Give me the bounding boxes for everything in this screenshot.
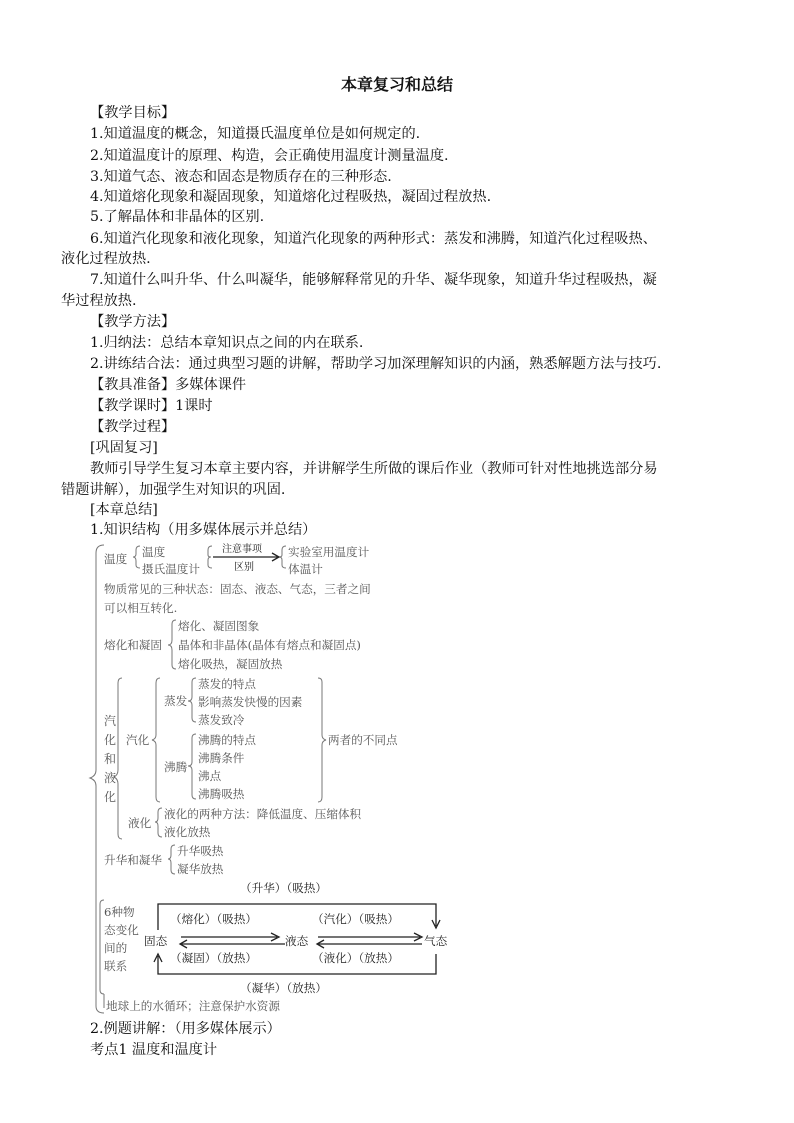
section-heading-methods: 【教学方法】 <box>90 314 176 330</box>
goal-item: 华过程放热. <box>61 293 137 309</box>
method-item: 1.归纳法：总结本章知识点之间的内在联系. <box>90 335 364 351</box>
diag-node: 实验室用温度计 <box>288 545 370 559</box>
diag-node: 温度 <box>142 545 166 559</box>
diag-node: 熔化吸热，凝固放热 <box>178 657 283 671</box>
diag-node: 凝华放热 <box>177 862 224 876</box>
diag-vaporize: 汽化 <box>126 733 150 747</box>
diag-six <box>104 903 139 975</box>
example-heading: 2.例题讲解：（用多媒体展示） <box>90 1021 281 1037</box>
hours-line: 【教学课时】1课时 <box>90 398 213 414</box>
diag-bottom-label: （凝华）（放热） <box>240 981 327 995</box>
goal-item: 1.知道温度的概念，知道摄氏温度单位是如何规定的. <box>90 126 421 142</box>
goal-item: 7.知道什么叫升华、什么叫凝华，能够解释常见的升华、凝华现象，知道升华过程吸热，凝 <box>90 272 657 288</box>
diag-melt: 熔化和凝固 <box>104 638 162 652</box>
diag-node: 体温计 <box>288 562 323 576</box>
diag-node: 晶体和非晶体(晶体有熔点和凝固点) <box>178 638 361 652</box>
diag-liquid: 液态 <box>285 934 309 948</box>
diag-node: 熔化、凝固图象 <box>178 619 260 633</box>
diag-char: 化 <box>103 790 116 804</box>
diag-note: 注意事项 <box>222 544 262 555</box>
diag-node: 沸点 <box>198 769 222 783</box>
diag-char: 化 <box>103 733 116 747</box>
diag-vap-liq-vertical <box>103 712 117 807</box>
diag-arrow-label: （液化）（放热） <box>312 951 399 965</box>
tools-line: 【教具准备】多媒体课件 <box>90 377 247 393</box>
review-text: 教师引导学生复习本章主要内容，并讲解学生所做的课后作业（教师可针对性地挑选部分易 <box>90 461 658 477</box>
diag-six-line: 6种物 <box>104 905 135 919</box>
diag-states: 物质常见的三种状态：固态、液态、气态，三者之间 <box>104 582 371 596</box>
diag-char: 汽 <box>103 714 116 728</box>
diag-six-line: 联系 <box>104 959 128 973</box>
goal-item: 5.了解晶体和非晶体的区别. <box>90 209 265 225</box>
page-title: 本章复习和总结 <box>340 75 453 94</box>
structure-heading: 1.知识结构（用多媒体展示并总结） <box>90 522 317 538</box>
review-text: 错题讲解），加强学生对知识的巩固. <box>61 482 286 498</box>
diag-solid: 固态 <box>144 934 168 948</box>
diag-arrow-label: （汽化）（吸热） <box>312 912 399 926</box>
summary-heading: [本章总结] <box>90 502 158 518</box>
diag-states: 可以相互转化. <box>104 601 178 615</box>
diag-arrow-label: （凝固）（放热） <box>170 951 257 965</box>
section-heading-goals: 【教学目标】 <box>90 105 176 121</box>
diag-sub: 升华和凝华 <box>104 853 162 867</box>
diag-node: 液化放热 <box>164 825 211 839</box>
diag-node: 沸腾吸热 <box>198 787 245 801</box>
diag-char: 和 <box>103 752 116 766</box>
diag-node: 升华吸热 <box>177 844 224 858</box>
diag-diffpoint: 两者的不同点 <box>328 733 398 747</box>
diag-arrow-label: （熔化）（吸热） <box>170 912 257 926</box>
diag-node: 影响蒸发快慢的因素 <box>198 695 303 709</box>
section-heading-process: 【教学过程】 <box>90 419 176 435</box>
diag-node: 液化的两种方法：降低温度、压缩体积 <box>164 807 362 821</box>
diag-six-line: 间的 <box>104 941 128 955</box>
goal-item: 液化过程放热. <box>61 251 151 267</box>
review-heading: [巩固复习] <box>90 440 158 456</box>
diag-water: 地球上的水循环；注意保护水资源 <box>106 999 280 1013</box>
diag-gas: 气态 <box>424 934 448 948</box>
diag-evap: 蒸发 <box>164 694 188 708</box>
point-heading: 考点1 温度和温度计 <box>90 1042 218 1058</box>
diag-top-label: （升华）（吸热） <box>240 881 327 895</box>
diag-char: 液 <box>103 771 116 785</box>
diag-liquefy: 液化 <box>128 816 152 830</box>
goal-item: 3.知道气态、液态和固态是物质存在的三种形态. <box>90 169 392 185</box>
goal-item: 4.知道熔化现象和凝固现象，知道熔化过程吸热，凝固过程放热. <box>90 189 492 205</box>
diag-temperature: 温度 <box>104 552 128 566</box>
diag-diff: 区别 <box>234 562 254 573</box>
goal-item: 6.知道汽化现象和液化现象，知道汽化现象的两种形式：蒸发和沸腾，知道汽化过程吸热、 <box>90 231 657 247</box>
diag-node: 沸腾的特点 <box>198 733 256 747</box>
diag-node: 摄氏温度计 <box>142 562 200 576</box>
diag-node: 沸腾条件 <box>198 751 245 765</box>
goal-item: 2.知道温度计的原理、构造，会正确使用温度计测量温度. <box>90 148 449 164</box>
diag-six-line: 态变化 <box>104 923 139 937</box>
diag-node: 蒸发的特点 <box>198 677 256 691</box>
diag-node: 蒸发致冷 <box>198 713 245 727</box>
diag-boil: 沸腾 <box>164 760 188 774</box>
method-item: 2.讲练结合法：通过典型习题的讲解，帮助学习加深理解知识的内涵，熟悉解题方法与技巧. <box>90 356 662 372</box>
